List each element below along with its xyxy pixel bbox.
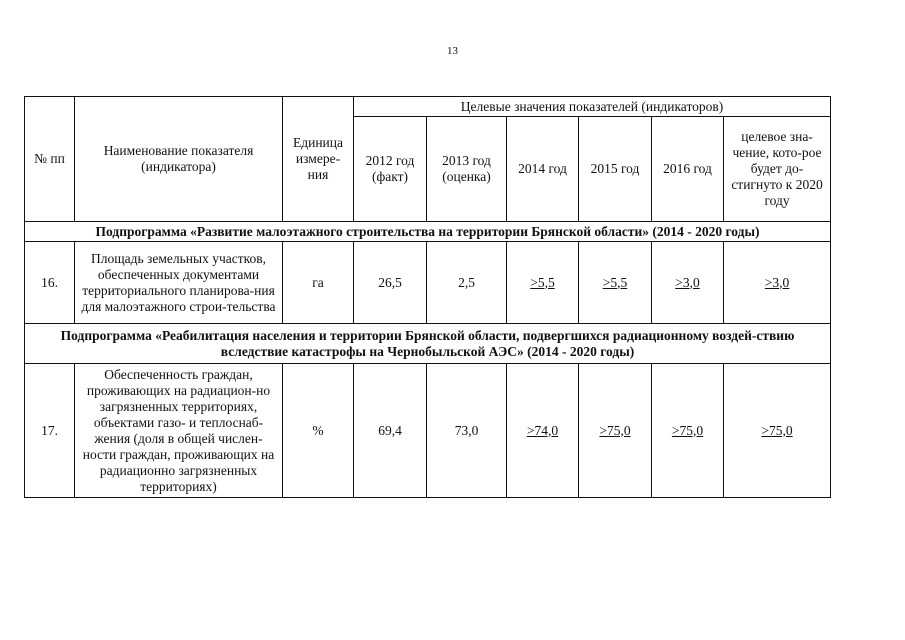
row-number: 17. [25,364,75,498]
header-col-unit: Единица измере-ния [283,97,354,222]
value-2014 [507,242,579,324]
value-2020 [724,242,831,324]
header-year-2016: 2016 год [652,117,724,222]
unit-cell: % [283,364,354,498]
table-row [25,242,831,324]
value-2015 [579,364,652,498]
value-2020 [724,364,831,498]
section-title-rehabilitation: Подпрограмма «Реабилитация населения и территории Брянской области, подвергшихся радиационному воздей-ствию вследствие катастрофы на Чернобыльской АЭС» (2014 - 2020 годы) [25,324,831,364]
unit-cell: га [283,242,354,324]
value-2020-text: >3,0 [764,274,790,290]
value-2012: 69,4 [354,364,427,498]
value-2013: 2,5 [427,242,507,324]
value-2013: 73,0 [427,364,507,498]
value-2015-text: >75,0 [599,422,631,438]
header-target-2020: целевое зна-чение, кото-рое будет до-стигнуто к 2020 году [724,117,831,222]
value-2016 [652,242,724,324]
table-row [25,364,831,498]
value-2015-text: >5,5 [602,274,628,290]
header-year-2013: 2013 год (оценка) [427,117,507,222]
value-2012: 26,5 [354,242,427,324]
header-year-2012: 2012 год (факт) [354,117,427,222]
row-number: 16. [25,242,75,324]
value-2016-text: >3,0 [675,274,700,290]
section-title-low-rise: Подпрограмма «Развитие малоэтажного строительства на территории Брянской области» (2014 - 2020 годы) [25,222,831,242]
indicator-name: Площадь земельных участков, обеспеченных документами территориального планирова-ния для малоэтажного строи-тельства [75,242,283,324]
page-number: 13 [447,45,458,57]
value-2015 [579,242,652,324]
header-col-number: № пп [25,97,75,222]
value-2016-text: >75,0 [671,422,704,438]
header-year-2015: 2015 год [579,117,652,222]
header-col-name: Наименование показателя (индикатора) [75,97,283,222]
header-target-values: Целевые значения показателей (индикаторов) [354,97,831,117]
indicator-name: Обеспеченность граждан, проживающих на радиацион-но загрязненных территориях, объектами газо- и теплоснаб-жения (доля в общей числен-ности граждан, проживающих на радиационно загрязненных территориях) [75,364,283,498]
indicator-table [24,96,831,498]
header-year-2014: 2014 год [507,117,579,222]
value-2014-text: >74,0 [526,422,559,438]
value-2014 [507,364,579,498]
value-2014-text: >5,5 [530,274,555,290]
value-2016 [652,364,724,498]
value-2020-text: >75,0 [761,422,793,438]
